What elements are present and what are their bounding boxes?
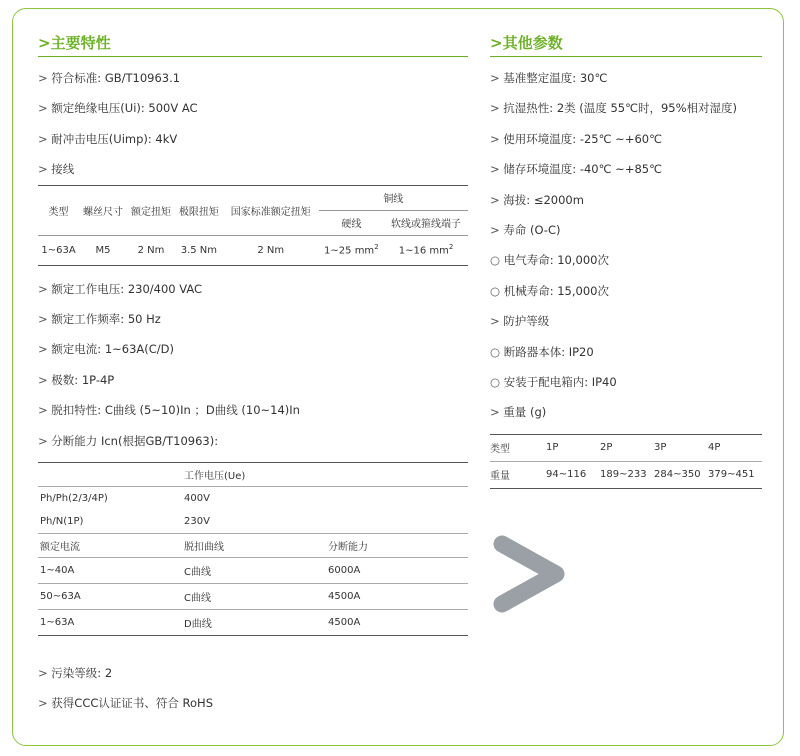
wiring-table (38, 185, 468, 266)
breaking-header-curve: 脱扣曲线 (182, 533, 326, 557)
param-humidity: > 抗湿热性: 2类 (温度 55℃时，95%相对湿度) (490, 101, 738, 116)
feature-insulation-voltage: > 额定绝缘电压(Ui): 500V AC (38, 101, 198, 116)
feature-trip-curve: > 脱扣特性: C曲线 (5~10)In ；D曲线 (10~14)In (38, 403, 300, 418)
feature-rated-current: > 额定电流: 1~63A(C/D) (38, 342, 175, 357)
breaking-cell-current: 1~40A (38, 557, 182, 583)
feature-wiring: > 接线 (38, 162, 75, 177)
weight-header: 1P (546, 434, 600, 461)
wiring-header-screw: 螺丝尺寸 (79, 185, 127, 235)
breaking-header-capacity: 分断能力 (326, 533, 468, 557)
wiring-cell-national-torque: 2 Nm (257, 244, 285, 256)
wiring-header-rated-torque: 额定扭矩 (127, 185, 175, 235)
breaking-header-voltage: 工作电压(Ue) (182, 462, 326, 486)
wiring-cell-hard-wire: 1~25 $mm^2$ (324, 243, 379, 257)
feature-certification: > 获得CCC认证证书、符合 RoHS (38, 696, 213, 711)
wiring-cell-type: 1~63A (41, 244, 76, 256)
breaking-cell-capacity: 4500A (328, 616, 361, 628)
main-features-column (38, 30, 468, 719)
wiring-header-national-torque: 国家标准额定扭矩 (223, 185, 319, 235)
weight-header: 类型 (490, 434, 546, 461)
breaking-cell-current: 50~63A (38, 583, 182, 609)
feature-pollution: > 污染等级: 2 (38, 665, 113, 680)
wiring-header-soft-wire: 软线或箍线端子 (384, 210, 468, 235)
breaking-cell-current: 1~63A (40, 616, 75, 628)
wiring-header-max-torque: 极限扭矩 (175, 185, 223, 235)
breaking-cell-curve: D曲线 (184, 618, 212, 630)
wiring-header-hard-wire: 硬线 (319, 210, 384, 235)
feature-frequency: > 额定工作频率: 50 Hz (38, 311, 161, 326)
feature-impulse-voltage: > 耐冲击电压(Uimp): 4kV (38, 131, 178, 146)
breaking-cell-curve: C曲线 (182, 583, 326, 609)
breaking-cell-curve: C曲线 (182, 557, 326, 583)
param-operating-temp: > 使用环境温度: -25℃ ~+60℃ (490, 131, 662, 146)
wiring-cell-screw: M5 (95, 244, 111, 256)
other-params-title: >其他参数 (490, 30, 762, 57)
other-params-column (490, 30, 762, 489)
weight-cell: 189~233 (600, 469, 647, 481)
param-mechanical-life: ○ 机械寿命: 15,000次 (490, 283, 609, 298)
weight-header: 4P (708, 434, 762, 461)
weight-cell: 重量 (490, 471, 510, 483)
chevron-right-icon (490, 534, 570, 614)
breaking-volt-label: Ph/Ph(2/3/4P) (40, 492, 108, 504)
wiring-cell-soft-wire: 1~16 $mm^2$ (398, 243, 454, 257)
feature-standard: > 符合标准: GB/T10963.1 (38, 71, 181, 85)
param-life: > 寿命 (O-C) (490, 222, 561, 237)
feature-operating-voltage: > 额定工作电压: 230/400 VAC (38, 281, 203, 296)
param-electrical-life: ○ 电气寿命: 10,000次 (490, 253, 609, 268)
wiring-header-copper: 铜线 (319, 185, 468, 210)
weight-header: 3P (654, 434, 708, 461)
wiring-header-type: 类型 (38, 185, 79, 235)
weight-table (490, 434, 762, 489)
breaking-cell-capacity: 6000A (326, 557, 468, 583)
param-protection: > 防护等级 (490, 314, 550, 329)
param-altitude: > 海拔: ≤2000m (490, 192, 584, 207)
main-features-title: >主要特性 (38, 30, 468, 57)
breaking-header-current: 额定电流 (38, 533, 182, 557)
breaking-volt-label: Ph/N(1P) (38, 510, 182, 534)
param-weight: > 重量 (g) (490, 405, 547, 420)
feature-breaking-capacity: > 分断能力 Icn(根据GB/T10963): (38, 433, 219, 448)
breaking-capacity-table (38, 462, 468, 636)
param-reference-temp: > 基准整定温度: 30℃ (490, 71, 608, 85)
param-protection-box: ○ 安装于配电箱内: IP40 (490, 374, 617, 389)
weight-cell: 379~451 (708, 469, 755, 481)
breaking-volt-value: 230V (182, 510, 326, 534)
breaking-volt-value: 400V (184, 492, 210, 504)
weight-header: 2P (600, 434, 654, 461)
breaking-cell-capacity: 4500A (326, 583, 468, 609)
wiring-cell-max-torque: 3.5 Nm (180, 244, 218, 256)
param-storage-temp: > 储存环境温度: -40℃ ~+85℃ (490, 162, 662, 177)
feature-poles: > 极数: 1P-4P (38, 372, 115, 387)
weight-cell: 94~116 (546, 469, 587, 481)
weight-cell: 284~350 (654, 469, 701, 481)
param-protection-body: ○ 断路器本体: IP20 (490, 344, 594, 359)
wiring-cell-rated-torque: 2 Nm (137, 244, 165, 256)
